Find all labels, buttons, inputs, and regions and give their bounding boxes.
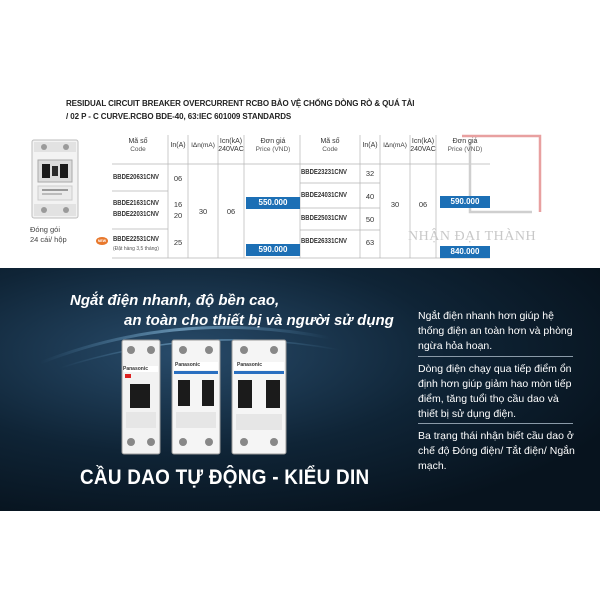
right-icn-value: 06 <box>418 200 428 209</box>
left-header-idn: IΔn(mA) <box>191 142 215 149</box>
breaker-brand-label: Panasonic <box>175 362 201 368</box>
left-idn-value: 30 <box>198 207 208 216</box>
left-row-code: BBDE22031CNV <box>113 211 159 218</box>
spec-title-line2: / 02 P - C CURVE.RCBO BDE-40, 63:IEC 601009 STANDARDS <box>66 111 292 121</box>
right-row-code: BBDE26331CNV <box>301 238 347 245</box>
right-header-in: In(A) <box>362 142 378 149</box>
right-row-in: 40 <box>365 192 375 201</box>
banner-main-title: CẦU DAO TỰ ĐỘNG - KIỂU DIN <box>80 466 370 489</box>
left-header-code: Mã số Code <box>128 138 148 153</box>
left-header-icn: Icn(kA) 240VAC <box>218 138 244 153</box>
feature-text-3: Ba trạng thái nhận biết cầu dao ở chế độ Đóng điện/ Tắt điện/ Ngắn mạch. <box>418 430 575 472</box>
left-row-in: 20 <box>173 211 183 220</box>
feature-separator <box>418 356 573 357</box>
left-row-code: BBDE21631CNV <box>113 200 159 207</box>
left-header-in: In(A) <box>170 142 186 149</box>
breaker-brand-label: Panasonic <box>123 366 149 372</box>
promo-banner <box>0 268 600 511</box>
breaker-brand-label: Panasonic <box>237 362 263 368</box>
new-badge: NEW <box>97 239 107 243</box>
spec-title <box>66 97 466 123</box>
breaker-middle <box>172 340 220 454</box>
banner-headline-line2: an toàn cho thiết bị và người sử dụng <box>124 312 394 329</box>
right-row-code: BBDE24031CNV <box>301 192 347 199</box>
packaging-caption: Đóng gói 24 cái/ hộp <box>30 225 67 244</box>
right-price-1: 590.000 <box>440 196 490 208</box>
right-header-idn: IΔn(mA) <box>383 142 407 149</box>
right-row-code: BBDE25031CNV <box>301 215 347 222</box>
right-row-code: BBDE23231CNV <box>301 169 347 176</box>
left-row-in: 25 <box>173 238 183 247</box>
breaker-left <box>122 340 160 454</box>
left-row-in: 16 <box>173 200 183 209</box>
breaker-right <box>232 340 286 454</box>
spec-title-line1: RESIDUAL CIRCUIT BREAKER OVERCURRENT RCBO BẢO VỆ CHỐNG DÒNG RÒ & QUÁ TẢI <box>66 98 415 108</box>
right-row-in: 63 <box>365 238 375 247</box>
left-price-1: 550.000 <box>246 197 300 209</box>
left-icn-value: 06 <box>226 207 236 216</box>
left-header-price: Đơn giá Price (VND) <box>255 138 291 153</box>
feature-separator <box>418 423 573 424</box>
left-row-code: BBDE22531CNV <box>113 236 159 243</box>
watermark-text: NHẬN ĐẠI THÀNH <box>408 229 537 244</box>
right-idn-value: 30 <box>390 200 400 209</box>
right-row-in: 50 <box>365 215 375 224</box>
mcb-breakers-image <box>120 338 290 456</box>
right-price-2: 840.000 <box>440 246 490 258</box>
left-price-2: 590.000 <box>246 244 300 256</box>
order-lead-time-note: (Đặt hàng 3,5 tháng) <box>113 246 159 252</box>
feature-text-1: Ngắt điện nhanh hơn giúp hệ thống điện an toàn hơn và phòng ngừa hỏa hoạn. <box>418 310 573 352</box>
left-row-in: 06 <box>173 174 183 183</box>
rcbo-product-image <box>30 138 80 220</box>
right-row-in: 32 <box>365 169 375 178</box>
spec-table-grid <box>0 0 600 260</box>
right-header-price: Đơn giá Price (VND) <box>447 138 483 153</box>
left-row-code: BBDE20631CNV <box>113 174 159 181</box>
feature-text-2: Dòng điện chạy qua tiếp điểm ổn định hơn giúp giảm hao mòn tiếp điểm, tăng tuổi thọ cầu dao và thiết bị sử dụng điện. <box>418 363 572 420</box>
banner-headline-line1: Ngắt điện nhanh, độ bền cao, <box>70 292 280 309</box>
right-header-code: Mã số Code <box>320 138 340 153</box>
right-header-icn: Icn(kA) 240VAC <box>410 138 436 153</box>
